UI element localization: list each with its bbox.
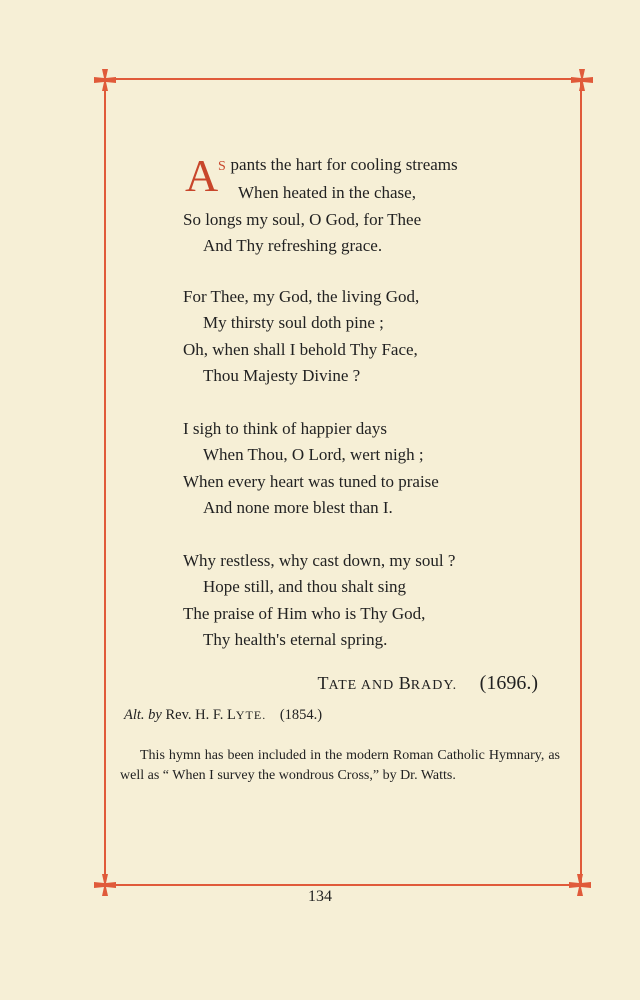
verse-line [183, 152, 458, 180]
verse-line: For Thee, my God, the living God, [183, 287, 420, 306]
alteration-credit [124, 707, 322, 724]
alteration-year: (1854.) [279, 707, 323, 723]
drop-cap: A [185, 150, 219, 201]
author-first-cap: T [317, 673, 329, 693]
stanza-1 [183, 152, 458, 259]
verse-line: And none more blest than I. [203, 497, 393, 517]
author-year: (1696.) [479, 672, 538, 694]
alteration-prefix: Alt. by [124, 707, 162, 723]
border-top-rule [105, 78, 582, 80]
cross-pattee-icon [570, 68, 594, 92]
author-second-rest: RADY. [410, 678, 458, 693]
verse-line-text: pants the hart for cooling streams [230, 155, 458, 174]
dropcap-continuation: S [218, 159, 227, 174]
author-second-cap: B [398, 673, 411, 693]
border-left-rule [104, 80, 106, 884]
verse-line: Thy health's eternal spring. [203, 629, 388, 649]
alteration-name-cap: L [227, 707, 236, 723]
footnote: This hymn has been included in the modern Roman Catholic Hymnary, as well as “ When I survey the wondrous Cross,” by Dr. Watts. [120, 748, 560, 783]
stanza-3 [183, 416, 439, 521]
verse-line: Thou Majesty Divine ? [203, 365, 361, 385]
verse-line: The praise of Him who is Thy God, [183, 603, 426, 623]
stanza-4 [183, 548, 455, 653]
verse-line: Why restless, why cast down, my soul ? [183, 551, 456, 570]
page-number: 134 [308, 888, 332, 905]
stanza-2 [183, 284, 419, 389]
cross-pattee-icon [93, 68, 117, 92]
alteration-name-rest: YTE. [235, 708, 267, 722]
verse-line: When heated in the chase, [238, 183, 416, 203]
verse-line: So longs my soul, O God, for Thee [183, 209, 422, 229]
verse-line: When every heart was tuned to praise [183, 471, 439, 491]
author-attribution [318, 672, 538, 695]
verse-line: Oh, when shall I behold Thy Face, [183, 339, 418, 359]
verse-line: And Thy refreshing grace. [203, 235, 383, 255]
verse-line: I sigh to think of happier days [183, 419, 387, 438]
border-bottom-rule [105, 884, 582, 886]
alteration-name: Rev. H. F. [165, 707, 224, 723]
border-right-rule [580, 80, 582, 884]
verse-line: Hope still, and thou shalt sing [203, 577, 407, 597]
verse-line: When Thou, O Lord, wert nigh ; [203, 445, 424, 465]
verse-line: My thirsty soul doth pine ; [203, 313, 384, 333]
author-first-rest: ATE AND [328, 678, 395, 693]
